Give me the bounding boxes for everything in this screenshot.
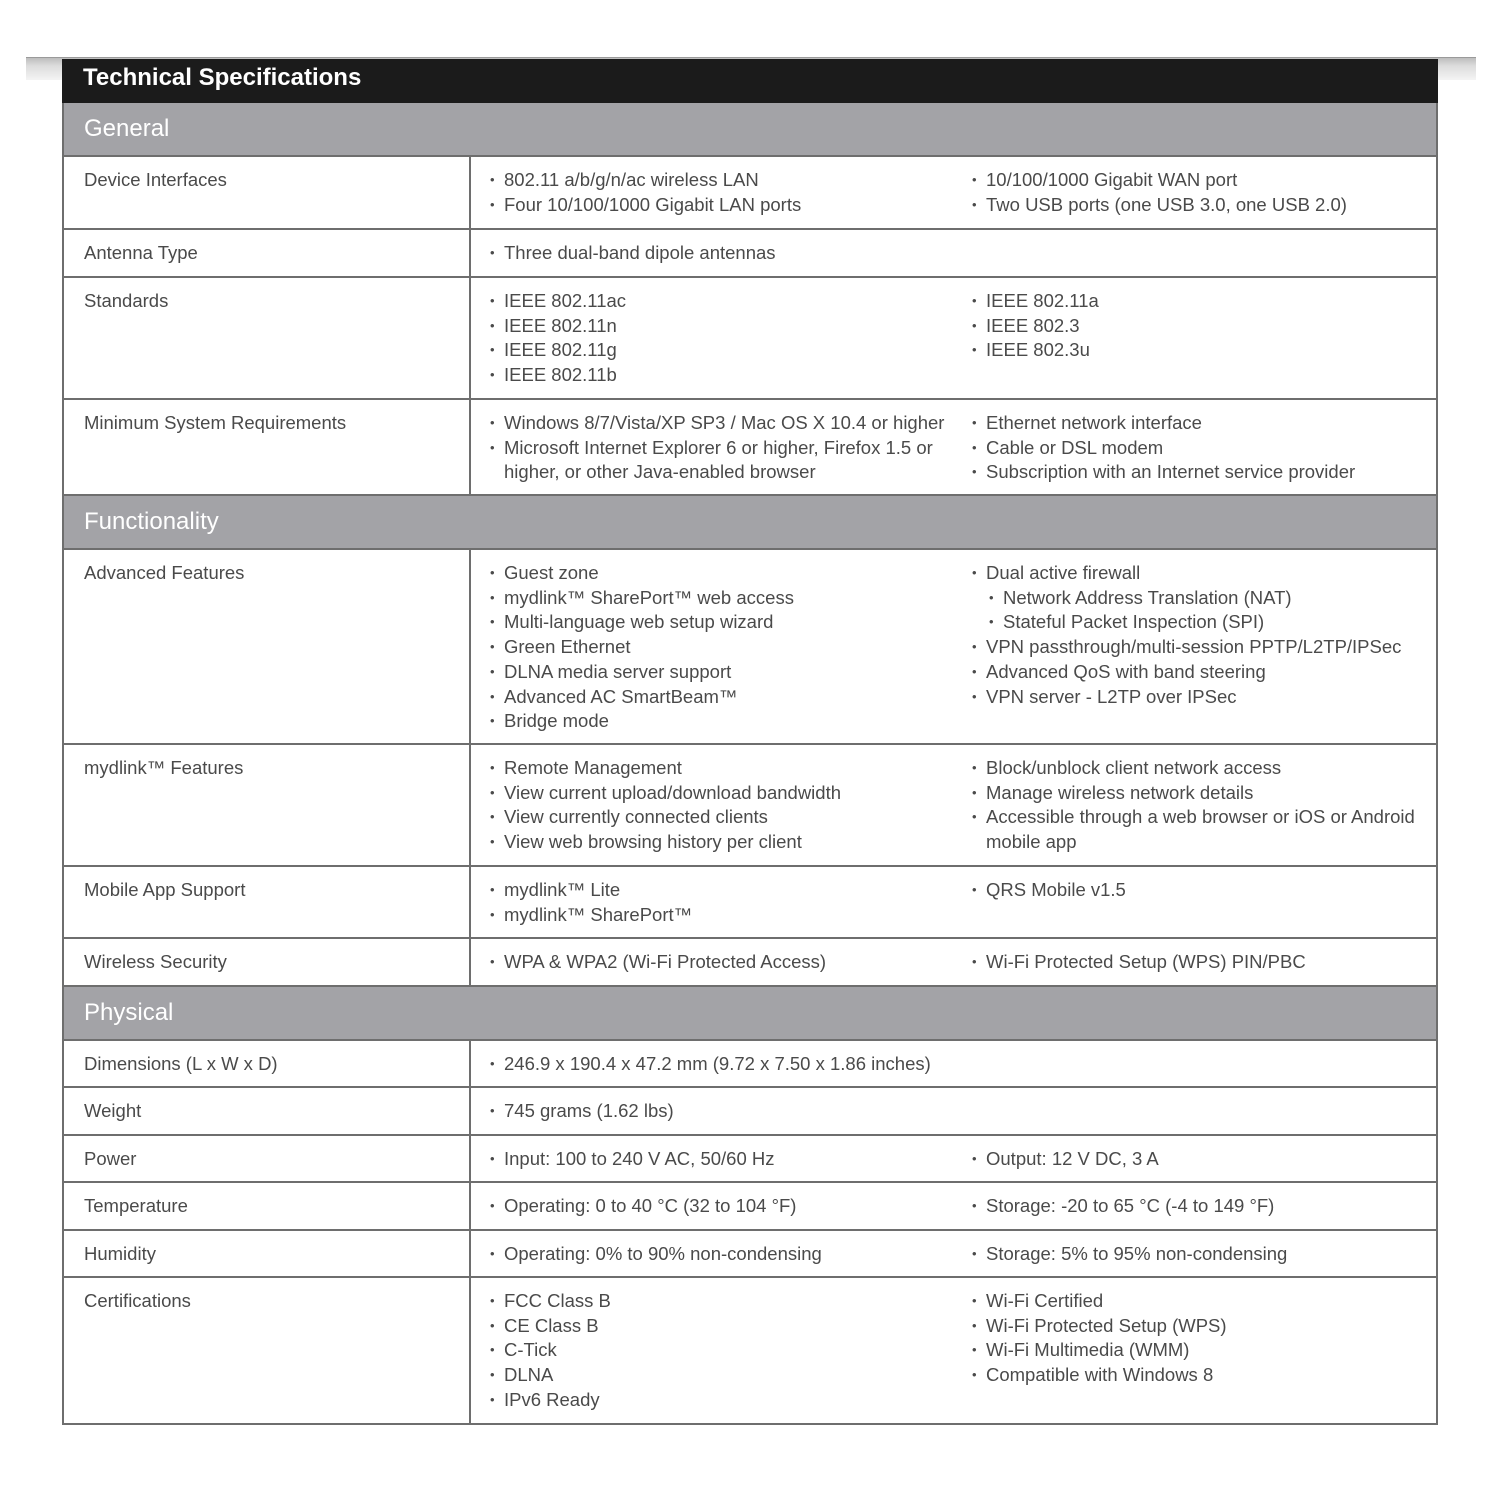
spec-values — [471, 1041, 1436, 1086]
spec-item: • Operating: 0 to 40 °C (32 to 104 °F) — [490, 1194, 972, 1219]
spec-label: Standards — [64, 278, 471, 398]
spec-values — [471, 230, 1436, 276]
spec-item: • Input: 100 to 240 V AC, 50/60 Hz — [490, 1147, 972, 1172]
spec-row-mydlink-features — [64, 745, 1436, 867]
spec-item: • DLNA media server support — [490, 660, 972, 685]
spec-label: Certifications — [64, 1278, 471, 1423]
spec-label: Advanced Features — [64, 550, 471, 743]
spec-item: • VPN server - L2TP over IPSec — [972, 685, 1432, 710]
spec-item: • View current upload/download bandwidth — [490, 781, 972, 806]
spec-values — [471, 1088, 1436, 1134]
spec-list-right — [972, 289, 1432, 398]
spec-row-weight — [64, 1088, 1436, 1136]
spec-item: • View currently connected clients — [490, 805, 972, 830]
spec-item: • WPA & WPA2 (Wi-Fi Protected Access) — [490, 950, 972, 975]
spec-table — [62, 103, 1438, 1425]
spec-item: • Guest zone — [490, 561, 972, 586]
spec-list-right — [972, 411, 1432, 494]
spec-item: • QRS Mobile v1.5 — [972, 878, 1432, 903]
spec-sheet — [62, 59, 1438, 1425]
spec-item: • Advanced AC SmartBeam™ — [490, 685, 972, 710]
spec-item: • Wi-Fi Protected Setup (WPS) — [972, 1314, 1432, 1339]
spec-list-right — [972, 1194, 1432, 1229]
spec-item: • Green Ethernet — [490, 635, 972, 660]
spec-item: • Dual active firewall — [972, 561, 1432, 586]
spec-item: • Wi-Fi Protected Setup (WPS) PIN/PBC — [972, 950, 1432, 975]
spec-list-right — [972, 1289, 1432, 1423]
spec-subitem: • Network Address Translation (NAT) — [972, 586, 1432, 611]
spec-item: • Wi-Fi Certified — [972, 1289, 1432, 1314]
spec-item: • Cable or DSL modem — [972, 436, 1432, 461]
spec-label: Wireless Security — [64, 939, 471, 985]
spec-item: • 802.11 a/b/g/n/ac wireless LAN — [490, 168, 972, 193]
spec-item: • FCC Class B — [490, 1289, 972, 1314]
spec-item: • C-Tick — [490, 1338, 972, 1363]
spec-subitem: • Stateful Packet Inspection (SPI) — [972, 610, 1432, 635]
spec-list-right — [972, 878, 1432, 937]
spec-list-right — [972, 561, 1432, 743]
spec-item: • IEEE 802.11a — [972, 289, 1432, 314]
spec-values — [471, 1231, 1436, 1276]
spec-item: • Four 10/100/1000 Gigabit LAN ports — [490, 193, 972, 218]
spec-list-left — [490, 1242, 972, 1276]
spec-list-left — [490, 561, 972, 743]
spec-item: • Output: 12 V DC, 3 A — [972, 1147, 1432, 1172]
spec-label: Power — [64, 1136, 471, 1181]
section-header-functionality: Functionality — [64, 496, 1436, 550]
page-title: Technical Specifications — [62, 59, 1438, 103]
spec-row-wireless-security — [64, 939, 1436, 987]
spec-label: Mobile App Support — [64, 867, 471, 937]
spec-list-left — [490, 241, 972, 276]
spec-values — [471, 867, 1436, 937]
spec-item: • Three dual-band dipole antennas — [490, 241, 972, 266]
section-header-physical: Physical — [64, 987, 1436, 1041]
spec-item: • IEEE 802.11g — [490, 338, 972, 363]
spec-label: Weight — [64, 1088, 471, 1134]
spec-row-humidity — [64, 1231, 1436, 1278]
spec-item: • Wi-Fi Multimedia (WMM) — [972, 1338, 1432, 1363]
spec-values — [471, 939, 1436, 985]
spec-label: Dimensions (L x W x D) — [64, 1041, 471, 1086]
spec-item: • Ethernet network interface — [972, 411, 1432, 436]
spec-item: • Storage: 5% to 95% non-condensing — [972, 1242, 1432, 1267]
spec-row-certifications — [64, 1278, 1436, 1423]
spec-item: • IEEE 802.3u — [972, 338, 1432, 363]
spec-row-antenna-type — [64, 230, 1436, 278]
spec-list-left — [490, 289, 972, 398]
spec-label: Antenna Type — [64, 230, 471, 276]
spec-values — [471, 1183, 1436, 1229]
spec-item: • Subscription with an Internet service provider — [972, 460, 1432, 485]
spec-item: • IEEE 802.11n — [490, 314, 972, 339]
spec-item: • Block/unblock client network access — [972, 756, 1432, 781]
spec-item: • Bridge mode — [490, 709, 972, 734]
spec-list-right — [972, 168, 1432, 228]
spec-item: • Storage: -20 to 65 °C (-4 to 149 °F) — [972, 1194, 1432, 1219]
spec-item: • View web browsing history per client — [490, 830, 972, 855]
spec-item: • 246.9 x 190.4 x 47.2 mm (9.72 x 7.50 x 1.86 inches) — [490, 1052, 1190, 1077]
spec-row-dimensions — [64, 1041, 1436, 1088]
spec-item: • IEEE 802.3 — [972, 314, 1432, 339]
spec-item: • mydlink™ SharePort™ — [490, 903, 972, 928]
spec-list-left — [490, 1194, 972, 1229]
spec-item: • Operating: 0% to 90% non-condensing — [490, 1242, 972, 1267]
spec-item: • VPN passthrough/multi-session PPTP/L2TP/IPSec — [972, 635, 1432, 660]
spec-list-right — [972, 756, 1432, 865]
spec-list-right — [972, 1147, 1432, 1181]
spec-row-power — [64, 1136, 1436, 1183]
spec-item: • DLNA — [490, 1363, 972, 1388]
spec-item: • IEEE 802.11ac — [490, 289, 972, 314]
spec-list-right — [972, 1242, 1432, 1276]
spec-item: • Remote Management — [490, 756, 972, 781]
spec-item: • Accessible through a web browser or iOS or Android mobile app — [972, 805, 1432, 854]
spec-list-right — [972, 950, 1432, 985]
spec-row-advanced-features — [64, 550, 1436, 745]
spec-list-left — [490, 950, 972, 985]
spec-item: • Windows 8/7/Vista/XP SP3 / Mac OS X 10.4 or higher — [490, 411, 972, 436]
spec-list-left — [490, 168, 972, 228]
spec-item: • Advanced QoS with band steering — [972, 660, 1432, 685]
spec-values — [471, 400, 1436, 494]
spec-item: • CE Class B — [490, 1314, 972, 1339]
spec-values — [471, 1136, 1436, 1181]
spec-row-minimum-system-requirements — [64, 400, 1436, 496]
spec-row-device-interfaces — [64, 157, 1436, 230]
spec-values — [471, 278, 1436, 398]
spec-values — [471, 745, 1436, 865]
spec-row-mobile-app-support — [64, 867, 1436, 939]
spec-row-temperature — [64, 1183, 1436, 1231]
spec-item: • 745 grams (1.62 lbs) — [490, 1099, 972, 1124]
spec-row-standards — [64, 278, 1436, 400]
spec-item: • Two USB ports (one USB 3.0, one USB 2.0) — [972, 193, 1432, 218]
spec-list-left — [490, 1289, 972, 1423]
spec-item: • Microsoft Internet Explorer 6 or higher, Firefox 1.5 or higher, or other Java-enabled browser — [490, 436, 972, 485]
spec-list-left — [490, 756, 972, 865]
spec-item: • Manage wireless network details — [972, 781, 1432, 806]
spec-values — [471, 550, 1436, 743]
spec-list-left — [490, 1052, 1190, 1086]
spec-label: Temperature — [64, 1183, 471, 1229]
spec-item: • Multi-language web setup wizard — [490, 610, 972, 635]
spec-item: • IPv6 Ready — [490, 1388, 972, 1413]
spec-item: • mydlink™ SharePort™ web access — [490, 586, 972, 611]
spec-item: • Compatible with Windows 8 — [972, 1363, 1432, 1388]
spec-list-left — [490, 1147, 972, 1181]
spec-values — [471, 1278, 1436, 1423]
section-header-general: General — [64, 103, 1436, 157]
spec-label: Humidity — [64, 1231, 471, 1276]
spec-label: Minimum System Requirements — [64, 400, 471, 494]
spec-item: • 10/100/1000 Gigabit WAN port — [972, 168, 1432, 193]
spec-list-left — [490, 1099, 972, 1134]
spec-label: mydlink™ Features — [64, 745, 471, 865]
spec-item: • mydlink™ Lite — [490, 878, 972, 903]
spec-list-left — [490, 878, 972, 937]
spec-label: Device Interfaces — [64, 157, 471, 228]
spec-item: • IEEE 802.11b — [490, 363, 972, 388]
spec-values — [471, 157, 1436, 228]
spec-list-left — [490, 411, 972, 494]
